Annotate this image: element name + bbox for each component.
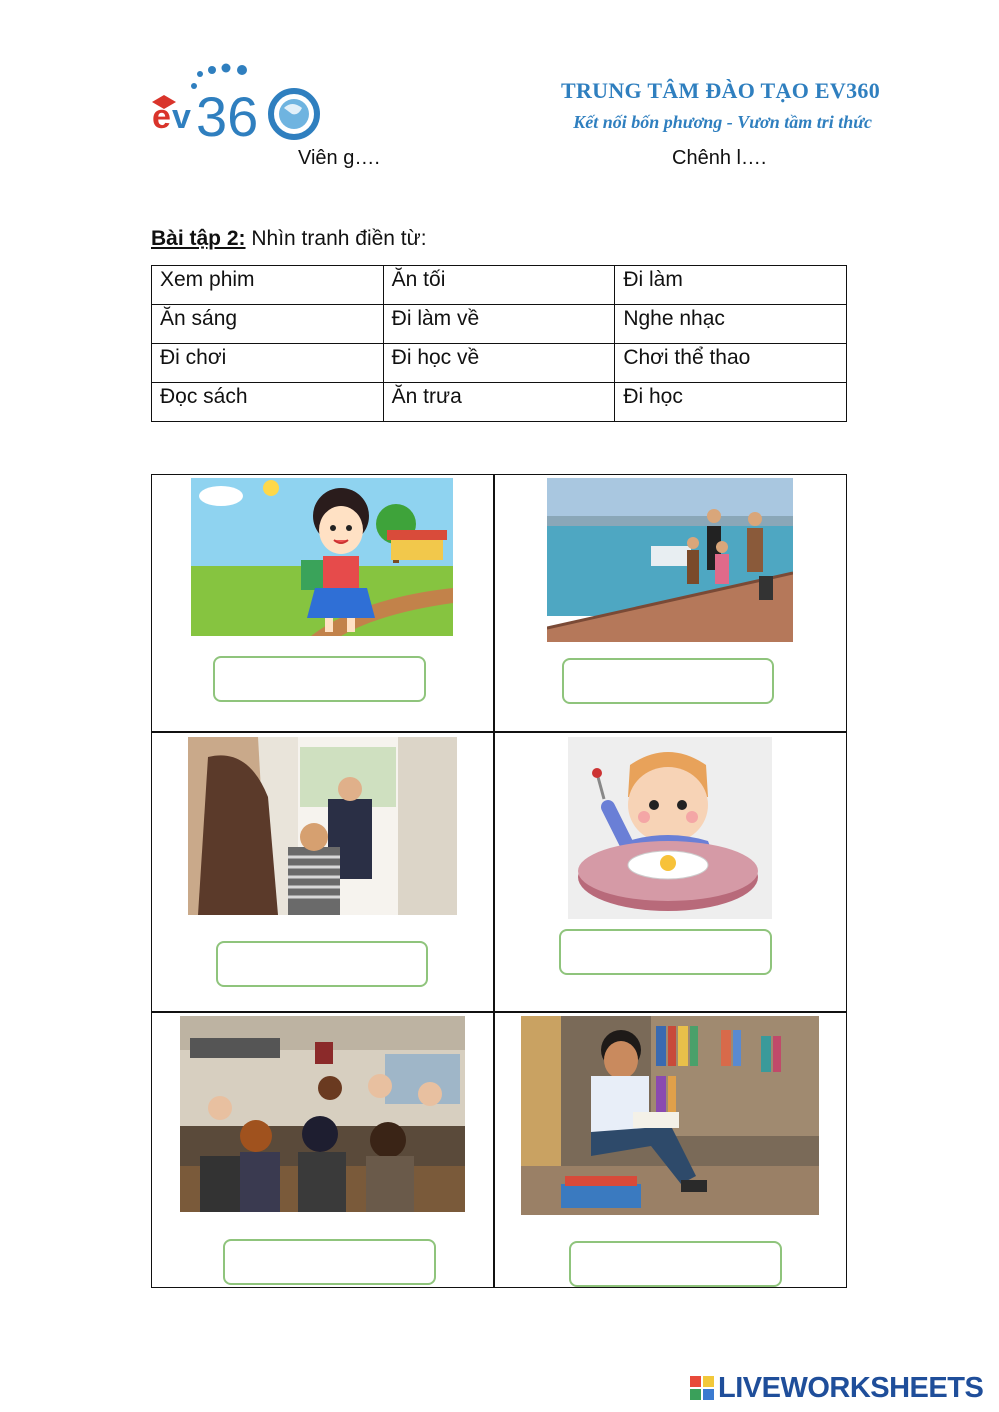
table-cell: Đi làm <box>615 266 847 305</box>
center-title: TRUNG TÂM ĐÀO TẠO EV360 <box>560 78 880 103</box>
grid-divider <box>151 731 847 733</box>
answer-input[interactable] <box>559 929 772 975</box>
grid-divider <box>493 474 495 1288</box>
word-bank-table <box>151 265 847 422</box>
liveworksheets-brand: LIVEWORKSHEETS <box>718 1372 984 1404</box>
ev360-logo <box>150 62 325 142</box>
answer-input[interactable] <box>216 941 428 987</box>
boy-reading-book-photo <box>521 1016 819 1215</box>
center-slogan: Kết nối bốn phương - Vươn tầm tri thức <box>573 112 872 132</box>
answer-input[interactable] <box>569 1241 782 1287</box>
answer-input[interactable] <box>562 658 774 704</box>
table-cell: Nghe nhạc <box>615 305 847 344</box>
exercise-instruction: Nhìn tranh điền từ: <box>245 227 427 250</box>
table-cell: Đi học <box>615 383 847 422</box>
table-cell: Ăn tối <box>383 266 615 305</box>
table-cell: Ăn trưa <box>383 383 615 422</box>
father-returning-home-photo <box>188 737 457 915</box>
school-cafeteria-lunch-illustration <box>180 1016 465 1212</box>
table-cell: Đi học về <box>383 344 615 383</box>
answer-input[interactable] <box>223 1239 436 1285</box>
table-row <box>152 383 847 422</box>
warmup-word-1: Viên g…. <box>298 147 380 169</box>
family-on-pier-photo <box>547 478 793 642</box>
table-cell: Đi làm về <box>383 305 615 344</box>
svg-text:e: e <box>152 98 171 136</box>
svg-text:36: 36 <box>196 85 259 142</box>
table-cell: Đọc sách <box>152 383 384 422</box>
warmup-word-2: Chênh l…. <box>672 147 767 169</box>
answer-input[interactable] <box>213 656 426 702</box>
table-row <box>152 266 847 305</box>
liveworksheets-logo-icon <box>690 1376 714 1400</box>
boy-eating-breakfast-illustration <box>568 737 772 919</box>
svg-text:v: v <box>172 98 191 136</box>
table-cell: Chơi thể thao <box>615 344 847 383</box>
exercise-label: Bài tập 2: <box>151 227 246 250</box>
table-cell: Đi chơi <box>152 344 384 383</box>
grid-divider <box>151 1011 847 1013</box>
table-cell: Xem phim <box>152 266 384 305</box>
table-cell: Ăn sáng <box>152 305 384 344</box>
table-row <box>152 305 847 344</box>
table-row <box>152 344 847 383</box>
exercise-title <box>151 227 427 251</box>
girl-walking-to-school-illustration <box>191 478 453 636</box>
